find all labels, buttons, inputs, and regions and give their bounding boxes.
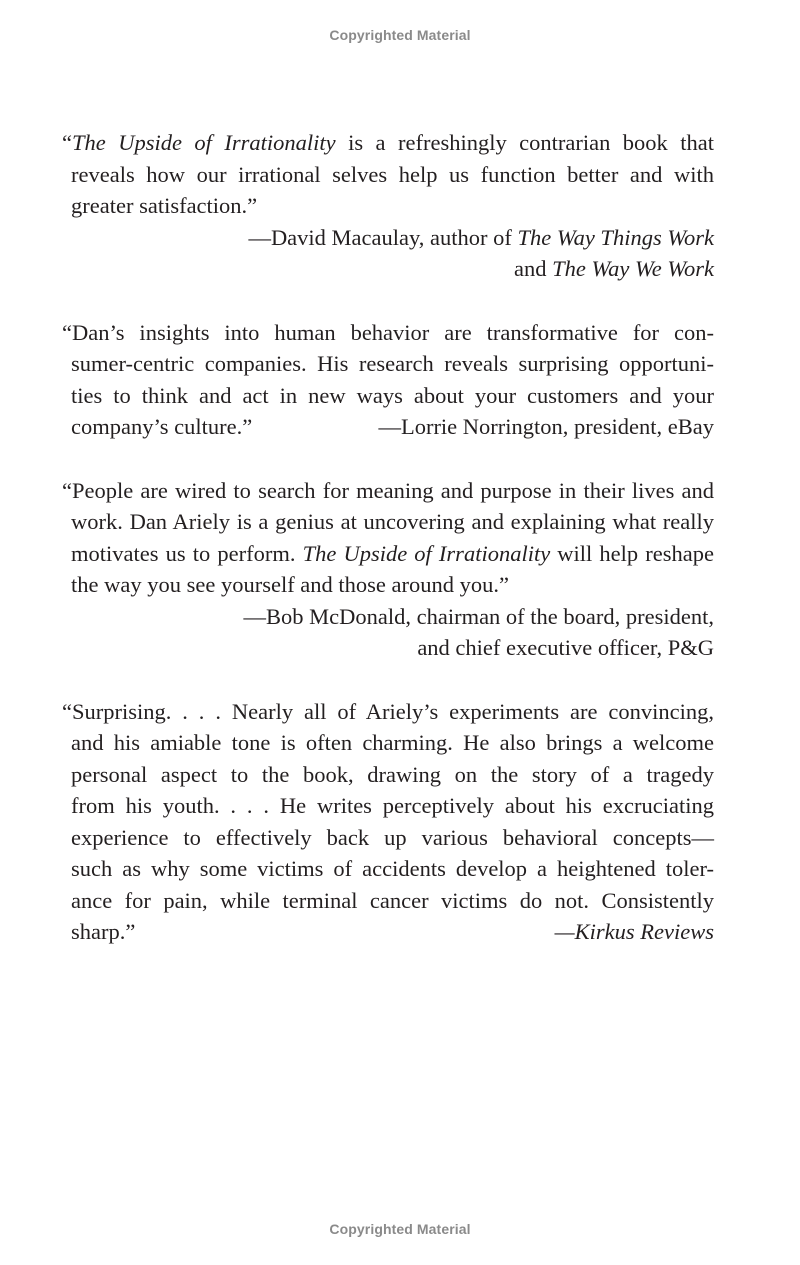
quote-line: reveals how our irrational selves help us function better and with [71, 161, 714, 187]
quote-line: ance for pain, while terminal cancer victims do not. Consistently [71, 887, 714, 913]
praise-blurb-norrington [62, 317, 714, 443]
quote-line: “People are wired to search for meaning and purpose in their lives and [62, 477, 714, 503]
quote-line: motivates us to perform. The Upside of Irrationality will help reshape [71, 540, 714, 566]
attribution: —Lorrie Norrington, president, eBay [378, 414, 714, 439]
praise-blurb-mcdonald [62, 475, 714, 664]
quote-end: sharp.” [71, 919, 136, 944]
quote-line: ties to think and act in new ways about your customers and your [71, 382, 714, 408]
attribution: —Bob McDonald, chairman of the board, president, [243, 603, 714, 629]
quote-line: “Surprising. . . . Nearly all of Ariely’s experiments are convincing, [62, 698, 714, 724]
copyright-watermark-bottom: Copyrighted Material [329, 1221, 471, 1237]
attribution: —David Macaulay, author of The Way Things Work [248, 224, 714, 250]
quote-line: from his youth. . . . He writes perceptively about his excruciating [71, 793, 714, 818]
copyright-watermark-top: Copyrighted Material [329, 27, 471, 43]
quote-line: such as why some victims of accidents develop a heightened toler- [71, 856, 714, 881]
book-title: The Way We Work [552, 256, 714, 281]
praise-page [62, 127, 714, 948]
book-title: The Upside of Irrationality [72, 130, 336, 155]
attribution: and chief executive officer, P&G [417, 635, 714, 660]
quote-line: “The Upside of Irrationality is a refreshingly contrarian book that [62, 130, 715, 155]
book-title: The Way Things Work [517, 224, 714, 250]
quote-line-with-attribution [62, 916, 714, 948]
quote-line: and his amiable tone is often charming. He also brings a welcome [71, 730, 714, 755]
praise-blurb-kirkus [62, 696, 714, 948]
quote-line: sumer-centric companies. His research reveals surprising opportuni- [71, 351, 714, 376]
quote-line: work. Dan Ariely is a genius at uncovering and explaining what really [71, 509, 714, 534]
quote-line-with-attribution [62, 411, 714, 443]
quote-line: personal aspect to the book, drawing on the story of a tragedy [71, 761, 714, 787]
quote-line: the way you see yourself and those around you.” [71, 572, 510, 597]
quote-line: experience to effectively back up various behavioral concepts— [71, 824, 714, 850]
quote-line: greater satisfaction.” [71, 193, 258, 218]
book-title: The Upside of Irrationality [302, 540, 551, 566]
praise-blurb-macaulay [62, 127, 714, 285]
attribution: and The Way We Work [514, 256, 714, 281]
quote-end: company’s culture.” [71, 414, 253, 439]
attribution: —Kirkus Reviews [554, 919, 714, 944]
quote-line: “Dan’s insights into human behavior are transformative for con- [62, 319, 714, 345]
